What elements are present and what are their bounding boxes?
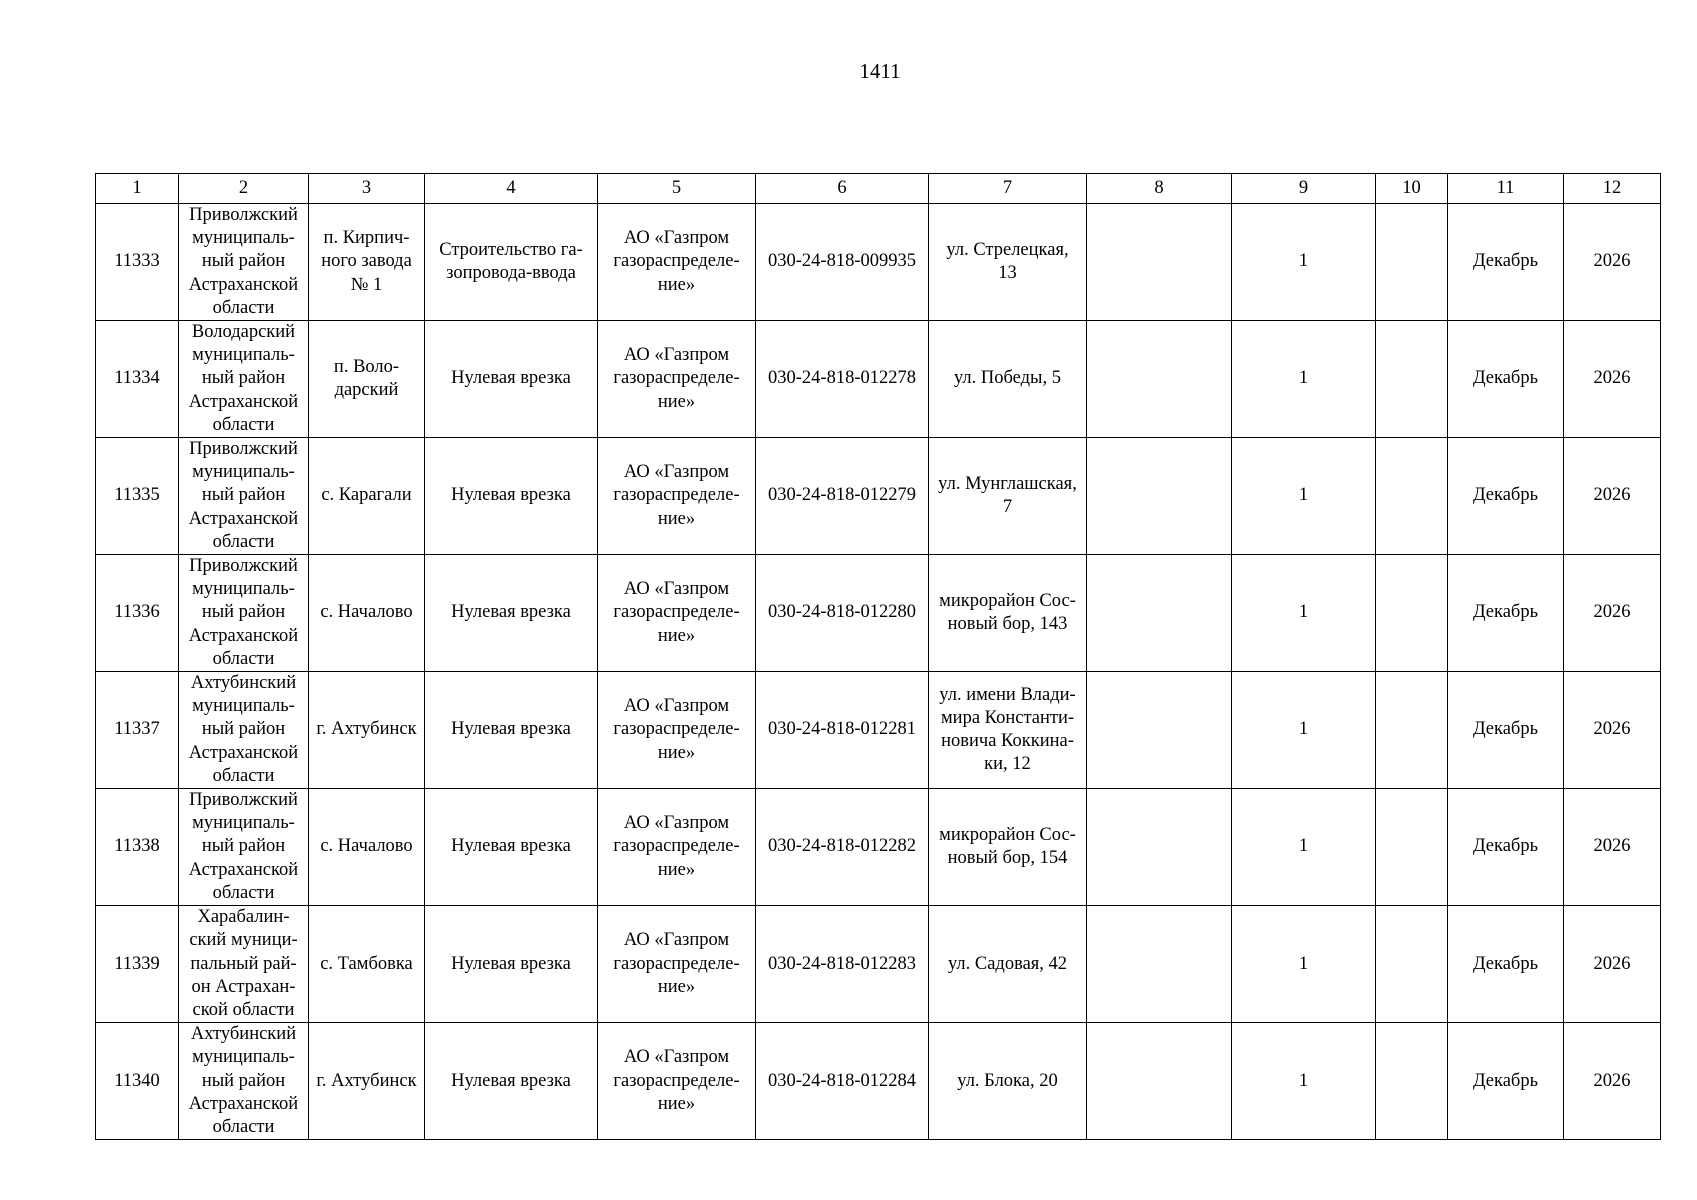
cell-address-line: ул. Мунглашская, — [938, 473, 1077, 494]
cell-object-code: 030-24-818-012282 — [756, 789, 929, 906]
cell-work-type — [425, 321, 598, 438]
cell-district — [179, 789, 309, 906]
cell-address-line: 13 — [998, 263, 1017, 283]
cell-organization-line: АО «Газпром — [623, 345, 730, 366]
cell-year: 2026 — [1564, 204, 1661, 321]
cell-address — [929, 321, 1087, 438]
cell-work-type-line: Нулевая врезка — [451, 368, 571, 389]
cell-month: Декабрь — [1448, 204, 1564, 321]
cell-district-line: Приволжский — [189, 556, 298, 577]
cell-month: Декабрь — [1448, 321, 1564, 438]
cell-number: 11333 — [96, 204, 179, 321]
cell-address — [929, 906, 1087, 1023]
cell-count: 1 — [1232, 438, 1376, 555]
cell-district-line: муниципаль- — [192, 1047, 295, 1068]
cell-locality-line: ного завода — [321, 251, 412, 272]
cell-locality — [309, 789, 425, 906]
table-row — [96, 906, 1661, 1023]
cell-locality-line: дарский — [334, 380, 399, 401]
cell-district-line: области — [212, 414, 275, 435]
cell-organization-line: газораспределе- — [613, 836, 740, 857]
cell-organization-line: АО «Газпром — [623, 462, 730, 483]
cell-district-line: Астраханской — [188, 1093, 299, 1114]
cell-district-line: ный район — [201, 1070, 286, 1091]
cell-column-8 — [1087, 555, 1232, 672]
cell-district — [179, 672, 309, 789]
cell-year: 2026 — [1564, 555, 1661, 672]
cell-district-line: области — [212, 882, 275, 903]
cell-object-code: 030-24-818-012283 — [756, 906, 929, 1023]
cell-address-line: микрорайон Сос- — [939, 824, 1076, 845]
cell-address — [929, 789, 1087, 906]
cell-address-line: ул. Стрелецкая, — [946, 239, 1069, 260]
cell-address-line: новый бор, 143 — [947, 614, 1068, 635]
cell-column-10 — [1376, 438, 1448, 555]
cell-work-type — [425, 555, 598, 672]
cell-district-line: Астраханской — [188, 859, 299, 880]
cell-count: 1 — [1232, 555, 1376, 672]
column-header-5: 5 — [598, 174, 756, 204]
cell-locality — [309, 555, 425, 672]
cell-count: 1 — [1232, 321, 1376, 438]
cell-organization-line: ние» — [657, 742, 696, 763]
cell-district-line: Приволжский — [189, 439, 298, 460]
cell-locality-line: с. Началово — [320, 602, 413, 623]
cell-organization — [598, 321, 756, 438]
cell-work-type-line: Нулевая врезка — [451, 485, 571, 506]
cell-organization-line: газораспределе- — [613, 251, 740, 272]
cell-organization-line: ние» — [657, 391, 696, 412]
cell-object-code: 030-24-818-012278 — [756, 321, 929, 438]
cell-locality-line: с. Началово — [320, 836, 413, 857]
cell-organization-line: ние» — [657, 859, 696, 880]
cell-district-line: Приволжский — [189, 205, 298, 225]
cell-organization-line: газораспределе- — [613, 953, 740, 974]
cell-column-10 — [1376, 321, 1448, 438]
cell-address — [929, 555, 1087, 672]
cell-locality-line: п. Кирпич- — [323, 228, 410, 249]
cell-organization — [598, 555, 756, 672]
cell-district-line: Астраханской — [188, 274, 299, 295]
cell-column-10 — [1376, 672, 1448, 789]
cell-work-type — [425, 789, 598, 906]
cell-organization — [598, 204, 756, 321]
cell-work-type — [425, 438, 598, 555]
cell-organization-line: АО «Газпром — [623, 696, 730, 717]
cell-month: Декабрь — [1448, 438, 1564, 555]
cell-district-line: муниципаль- — [192, 345, 295, 366]
cell-work-type-line: Нулевая врезка — [451, 836, 571, 857]
cell-district-line: области — [212, 297, 275, 318]
cell-address-line: ки, 12 — [984, 754, 1031, 775]
page-number: 1411 — [859, 59, 901, 83]
cell-organization-line: ние» — [657, 1093, 696, 1114]
cell-locality-line: с. Карагали — [321, 485, 412, 506]
cell-address-line: 7 — [1002, 497, 1013, 518]
cell-organization — [598, 438, 756, 555]
cell-district — [179, 555, 309, 672]
cell-address — [929, 672, 1087, 789]
cell-organization-line: ние» — [657, 508, 696, 529]
cell-district-line: Астраханской — [188, 742, 299, 763]
cell-work-type — [425, 1023, 598, 1140]
cell-column-10 — [1376, 1023, 1448, 1140]
cell-district-line: области — [212, 648, 275, 669]
column-header-6: 6 — [756, 174, 929, 204]
cell-locality — [309, 321, 425, 438]
cell-district-line: области — [212, 531, 275, 552]
cell-organization-line: ние» — [657, 274, 696, 295]
cell-count: 1 — [1232, 1023, 1376, 1140]
table-row — [96, 204, 1661, 321]
table-row — [96, 321, 1661, 438]
table-row — [96, 438, 1661, 555]
cell-district-line: Астраханской — [188, 391, 299, 412]
cell-work-type-line: Нулевая врезка — [451, 602, 571, 623]
table-row — [96, 789, 1661, 906]
cell-district — [179, 204, 309, 321]
cell-locality — [309, 672, 425, 789]
cell-column-8 — [1087, 321, 1232, 438]
table-row — [96, 555, 1661, 672]
cell-district-line: области — [212, 1116, 275, 1137]
column-header-1: 1 — [96, 174, 179, 204]
cell-column-8 — [1087, 789, 1232, 906]
cell-object-code: 030-24-818-012279 — [756, 438, 929, 555]
cell-district-line: Ахтубинский — [190, 1024, 297, 1045]
cell-district-line: ный район — [201, 836, 286, 857]
column-header-12: 12 — [1564, 174, 1661, 204]
cell-column-8 — [1087, 438, 1232, 555]
cell-district — [179, 1023, 309, 1140]
cell-locality-line: г. Ахтубинск — [316, 719, 417, 740]
cell-month: Декабрь — [1448, 906, 1564, 1023]
column-header-4: 4 — [425, 174, 598, 204]
cell-organization-line: газораспределе- — [613, 368, 740, 389]
cell-work-type — [425, 204, 598, 321]
table-body — [96, 204, 1661, 1140]
column-header-11: 11 — [1448, 174, 1564, 204]
cell-organization-line: газораспределе- — [613, 1070, 740, 1091]
cell-district-line: муниципаль- — [192, 696, 295, 717]
cell-column-8 — [1087, 672, 1232, 789]
cell-organization-line: ние» — [657, 625, 696, 646]
cell-work-type-line: Нулевая врезка — [451, 719, 571, 740]
cell-month: Декабрь — [1448, 1023, 1564, 1140]
cell-year: 2026 — [1564, 1023, 1661, 1140]
cell-organization-line: АО «Газпром — [623, 813, 730, 834]
cell-column-10 — [1376, 555, 1448, 672]
cell-district-line: ный район — [201, 368, 286, 389]
cell-organization — [598, 789, 756, 906]
cell-work-type-line: зопровода-ввода — [446, 263, 576, 283]
cell-organization-line: АО «Газпром — [623, 930, 730, 951]
cell-number: 11339 — [96, 906, 179, 1023]
cell-work-type — [425, 672, 598, 789]
cell-locality — [309, 906, 425, 1023]
cell-district-line: ный район — [201, 485, 286, 506]
cell-district-line: муниципаль- — [192, 813, 295, 834]
cell-number: 11334 — [96, 321, 179, 438]
cell-address — [929, 1023, 1087, 1140]
cell-district-line: Володарский — [191, 322, 296, 343]
cell-count: 1 — [1232, 789, 1376, 906]
cell-count: 1 — [1232, 204, 1376, 321]
cell-organization-line: ние» — [657, 976, 696, 997]
cell-district-line: ской области — [192, 999, 295, 1020]
cell-address-line: ул. Победы, 5 — [953, 368, 1061, 389]
cell-organization-line: газораспределе- — [613, 485, 740, 506]
cell-district-line: Харабалин- — [197, 907, 290, 928]
cell-month: Декабрь — [1448, 672, 1564, 789]
cell-district — [179, 906, 309, 1023]
cell-month: Декабрь — [1448, 555, 1564, 672]
cell-organization-line: АО «Газпром — [623, 228, 730, 249]
cell-address-line: ул. Садовая, 42 — [947, 953, 1068, 974]
cell-locality-line: с. Тамбовка — [320, 953, 413, 974]
cell-organization-line: АО «Газпром — [623, 1047, 730, 1068]
cell-count: 1 — [1232, 906, 1376, 1023]
cell-number: 11337 — [96, 672, 179, 789]
cell-column-10 — [1376, 906, 1448, 1023]
cell-district-line: он Астрахан- — [191, 976, 296, 997]
cell-year: 2026 — [1564, 672, 1661, 789]
cell-district-line: муниципаль- — [192, 579, 295, 600]
table-row — [96, 672, 1661, 789]
cell-number: 11335 — [96, 438, 179, 555]
table-row — [96, 1023, 1661, 1140]
cell-district-line: области — [212, 765, 275, 786]
cell-address-line: ул. имени Влади- — [939, 684, 1076, 705]
cell-object-code: 030-24-818-009935 — [756, 204, 929, 321]
cell-locality — [309, 204, 425, 321]
cell-locality — [309, 438, 425, 555]
cell-count: 1 — [1232, 672, 1376, 789]
column-header-8: 8 — [1087, 174, 1232, 204]
cell-organization-line: АО «Газпром — [623, 579, 730, 600]
cell-column-8 — [1087, 204, 1232, 321]
cell-locality-line: п. Воло- — [333, 356, 400, 377]
cell-address-line: микрорайон Сос- — [939, 590, 1076, 611]
data-table — [95, 173, 1661, 1140]
cell-address-line: новича Коккина- — [941, 731, 1074, 752]
cell-number: 11336 — [96, 555, 179, 672]
cell-number: 11338 — [96, 789, 179, 906]
cell-district-line: ный район — [201, 251, 286, 272]
cell-district-line: ный район — [201, 602, 286, 623]
cell-organization — [598, 906, 756, 1023]
cell-locality-line: № 1 — [350, 274, 383, 295]
cell-organization — [598, 1023, 756, 1140]
cell-object-code: 030-24-818-012280 — [756, 555, 929, 672]
cell-organization-line: газораспределе- — [613, 719, 740, 740]
cell-column-10 — [1376, 204, 1448, 321]
cell-locality-line: г. Ахтубинск — [316, 1070, 417, 1091]
cell-work-type-line: Строительство га- — [439, 239, 583, 260]
cell-district-line: Астраханской — [188, 625, 299, 646]
cell-year: 2026 — [1564, 906, 1661, 1023]
cell-district — [179, 438, 309, 555]
cell-locality — [309, 1023, 425, 1140]
cell-district-line: Ахтубинский — [190, 673, 297, 694]
cell-address-line: новый бор, 154 — [947, 848, 1068, 869]
cell-district — [179, 321, 309, 438]
cell-address — [929, 438, 1087, 555]
cell-district-line: ский муници- — [189, 930, 298, 951]
column-header-3: 3 — [309, 174, 425, 204]
cell-district-line: Астраханской — [188, 508, 299, 529]
cell-column-10 — [1376, 789, 1448, 906]
cell-month: Декабрь — [1448, 789, 1564, 906]
cell-number: 11340 — [96, 1023, 179, 1140]
cell-object-code: 030-24-818-012281 — [756, 672, 929, 789]
cell-year: 2026 — [1564, 789, 1661, 906]
cell-district-line: пальный рай- — [190, 953, 297, 974]
cell-organization-line: газораспределе- — [613, 602, 740, 623]
header-row — [96, 174, 1661, 204]
cell-district-line: муниципаль- — [192, 462, 295, 483]
cell-work-type — [425, 906, 598, 1023]
column-header-10: 10 — [1376, 174, 1448, 204]
cell-column-8 — [1087, 906, 1232, 1023]
cell-year: 2026 — [1564, 438, 1661, 555]
cell-organization — [598, 672, 756, 789]
cell-address — [929, 204, 1087, 321]
cell-column-8 — [1087, 1023, 1232, 1140]
cell-address-line: ул. Блока, 20 — [957, 1070, 1058, 1091]
column-header-2: 2 — [179, 174, 309, 204]
column-header-9: 9 — [1232, 174, 1376, 204]
cell-district-line: муниципаль- — [192, 228, 295, 249]
cell-work-type-line: Нулевая врезка — [451, 953, 571, 974]
cell-object-code: 030-24-818-012284 — [756, 1023, 929, 1140]
cell-address-line: мира Константи- — [940, 707, 1075, 728]
cell-district-line: ный район — [201, 719, 286, 740]
cell-district-line: Приволжский — [189, 790, 298, 811]
cell-year: 2026 — [1564, 321, 1661, 438]
column-header-7: 7 — [929, 174, 1087, 204]
cell-work-type-line: Нулевая врезка — [451, 1070, 571, 1091]
